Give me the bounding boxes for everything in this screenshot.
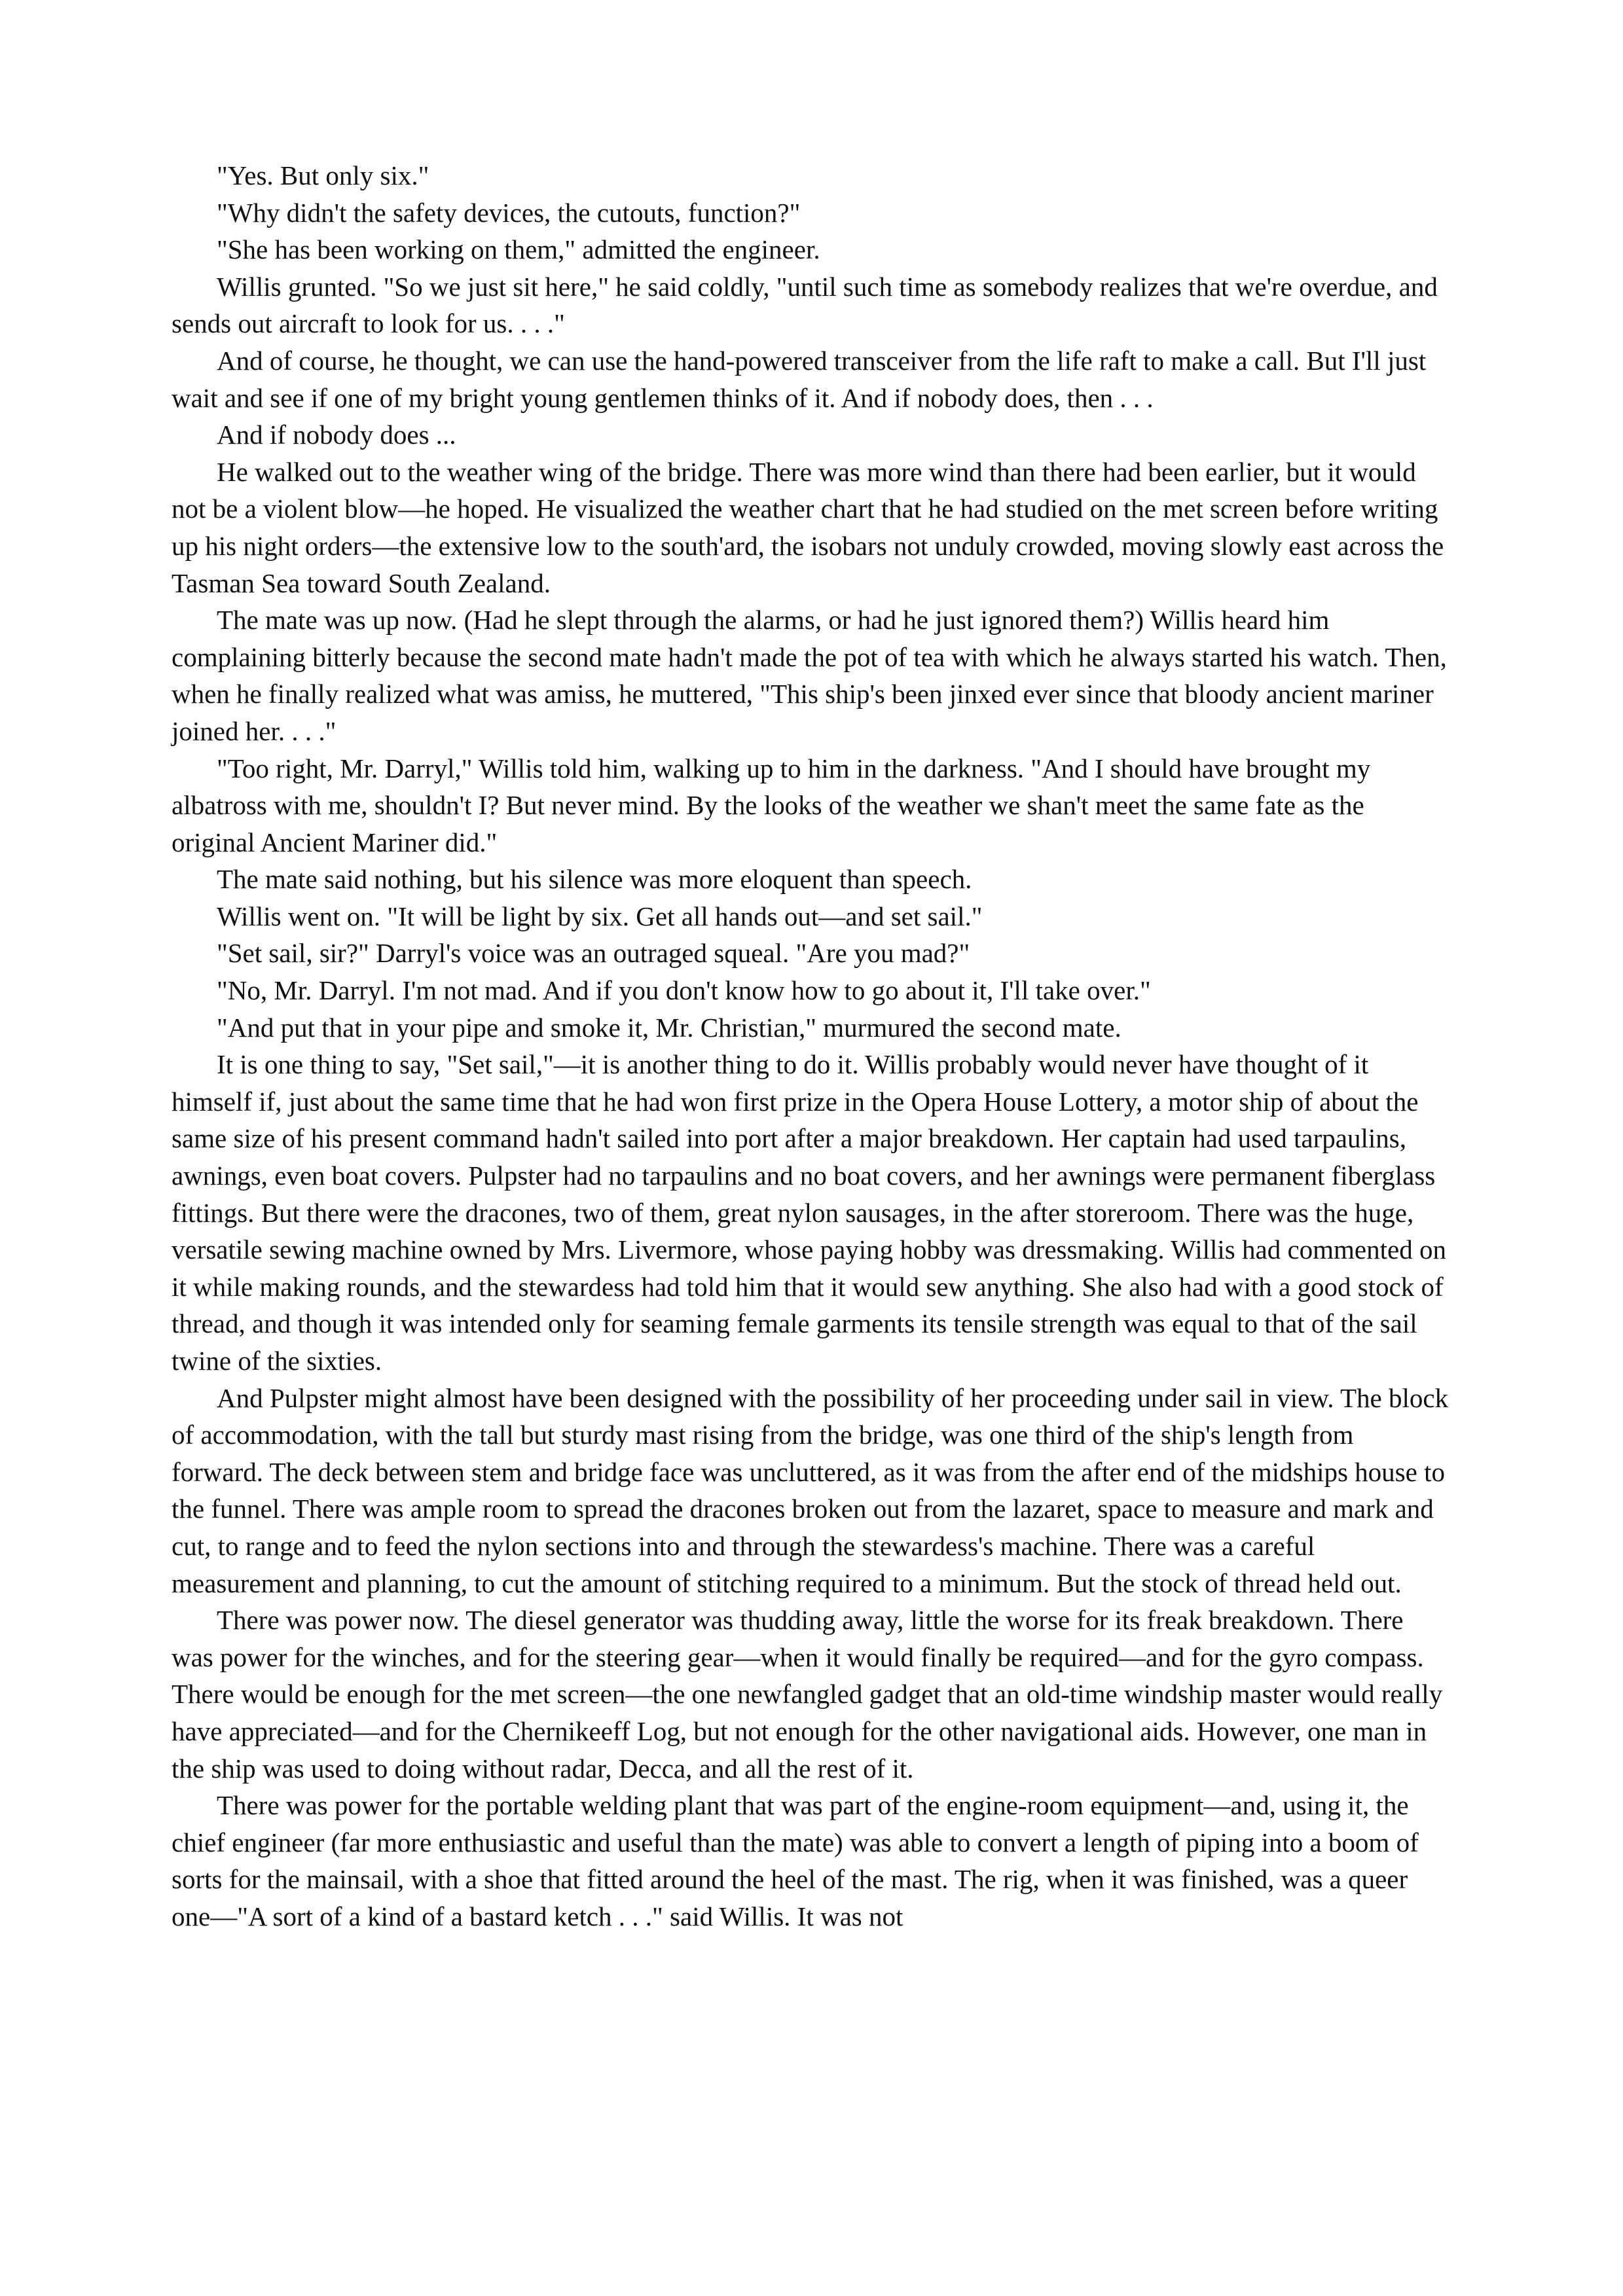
- paragraph: "Yes. But only six.": [217, 160, 429, 190]
- paragraph: "And put that in your pipe and smoke it, Mr. Christian," murmured the second mate.: [217, 1012, 1122, 1043]
- paragraph: "Too right, Mr. Darryl," Willis told him, walking up to him in the darkness. "And I should have brought my albatross with me, shouldn't I? But never mind. By the looks of the weather we shan't meet the same fate as the original Ancient Mariner did.": [172, 753, 1371, 857]
- paragraph: There was power now. The diesel generator was thudding away, little the worse for its freak breakdown. There was power for the winches, and for the steering gear—when it would finally be required—and for the gyro compass. There would be enough for the met screen—the one newfangled gadget that an old-time windship master would really have appreciated—and for the Chernikeeff Log, but not enough for the other navigational aids. However, one man in the ship was used to doing without radar, Decca, and all the rest of it.: [172, 1605, 1443, 1784]
- paragraph: The mate was up now. (Had he slept through the alarms, or had he just ignored them?) Willis heard him complaining bitterly because the second mate hadn't made the pot of tea with which he always started his watch. Then, when he finally realized what was amiss, he muttered, "This ship's been jinxed ever since that bloody ancient mariner joined her. . . .": [172, 605, 1447, 746]
- paragraph: "No, Mr. Darryl. I'm not mad. And if you don't know how to go about it, I'll take over.": [217, 975, 1151, 1006]
- paragraph: And of course, he thought, we can use the hand-powered transceiver from the life raft to make a call. But I'll just wait and see if one of my bright young gentlemen thinks of it. And if nobody does, then . . .: [172, 345, 1427, 413]
- paragraph: Willis went on. "It will be light by six. Get all hands out—and set sail.": [217, 901, 983, 931]
- paragraph: The mate said nothing, but his silence was more eloquent than speech.: [217, 864, 972, 895]
- paragraph: There was power for the portable welding plant that was part of the engine-room equipment—and, using it, the chief engineer (far more enthusiastic and useful than the mate) was able to convert a length of piping into a boom of sorts for the mainsail, with a shoe that fitted around the heel of the mast. The rig, when it was finished, was a queer one—"A sort of a kind of a bastard ketch . . ." said Willis. It was not: [172, 1790, 1419, 1931]
- paragraph: He walked out to the weather wing of the bridge. There was more wind than there had been earlier, but it would not be a violent blow—he hoped. He visualized the weather chart that he had studied on the met screen before writing up his night orders—the extensive low to the south'ard, the isobars not unduly crowded, moving slowly east across the Tasman Sea toward South Zealand.: [172, 456, 1444, 598]
- paragraph: "Set sail, sir?" Darryl's voice was an outraged squeal. "Are you mad?": [217, 938, 970, 969]
- paragraph: It is one thing to say, "Set sail,"—it is another thing to do it. Willis probably would never have thought of it himself if, just about the same time that he had won first prize in the Opera House Lottery, a motor ship of about the same size of his present command hadn't sailed into port after a major breakdown. Her captain had used tarpaulins, awnings, even boat covers. Pulpster had no tarpaulins and no boat covers, and her awnings were permanent fiberglass fittings. But there were the dracones, two of them, great nylon sausages, in the after storeroom. There was the huge, versatile sewing machine owned by Mrs. Livermore, whose paying hobby was dressmaking. Willis had commented on it while making rounds, and the stewardess had told him that it would sew anything. She also had with a good stock of thread, and though it was intended only for seaming female garments its tensile strength was equal to that of the sail twine of the sixties.: [172, 1049, 1446, 1376]
- paragraph: Willis grunted. "So we just sit here," he said coldly, "until such time as somebody realizes that we're overdue, and sends out aircraft to look for us. . . .": [172, 271, 1438, 339]
- page-body: [172, 157, 1451, 1935]
- paragraph: And if nobody does ...: [217, 420, 456, 450]
- paragraph: "She has been working on them," admitted the engineer.: [217, 234, 820, 265]
- paragraph: And Pulpster might almost have been designed with the possibility of her proceeding under sail in view. The block of accommodation, with the tall but sturdy mast rising from the bridge, was one third of the ship's length from forward. The deck between stem and bridge face was uncluttered, as it was from the after end of the midships house to the funnel. There was ample room to spread the dracones broken out from the lazaret, space to measure and mark and cut, to range and to feed the nylon sections into and through the stewardess's machine. There was a careful measurement and planning, to cut the amount of stitching required to a minimum. But the stock of thread held out.: [172, 1382, 1449, 1598]
- paragraph: "Why didn't the safety devices, the cutouts, function?": [217, 197, 801, 228]
